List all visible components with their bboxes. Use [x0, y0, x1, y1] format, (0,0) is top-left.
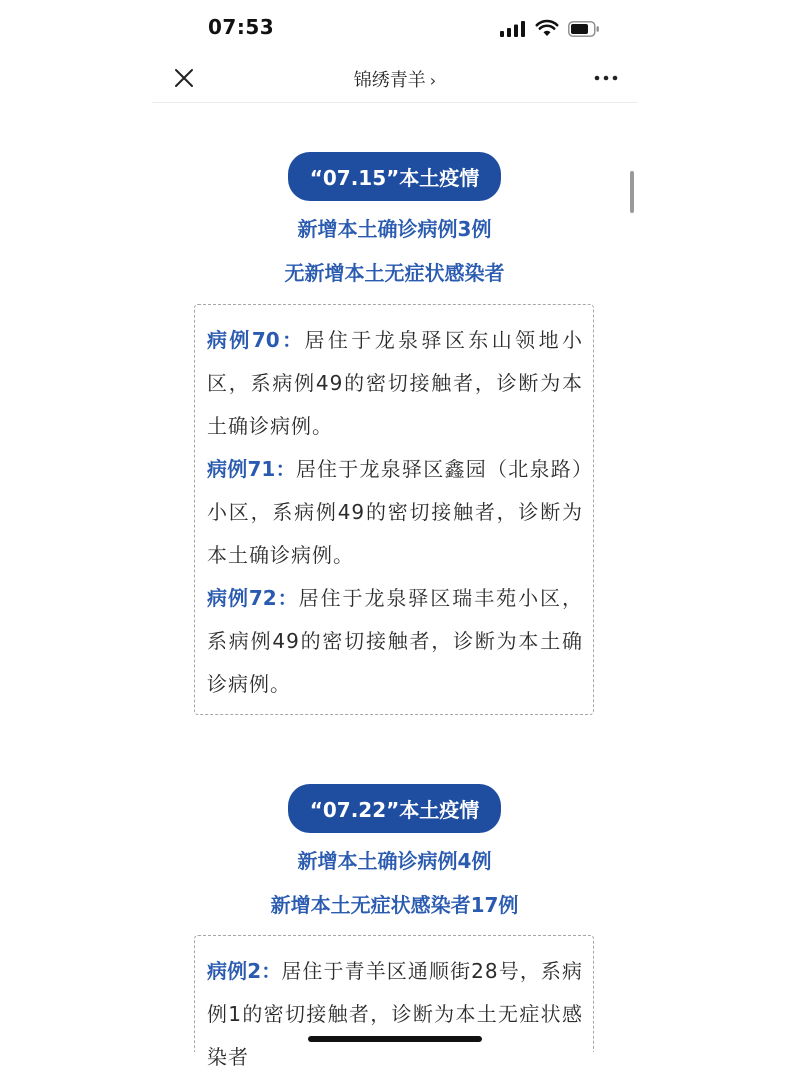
home-indicator[interactable] — [308, 1036, 482, 1042]
section-1-header — [0, 152, 789, 201]
case-item — [207, 319, 583, 448]
section-date-pill: “07.15”本土疫情 — [288, 152, 502, 201]
case-label: 病例2： — [207, 959, 282, 983]
cellular-signal-icon — [500, 21, 526, 37]
case-text: 居住于龙泉驿区鑫园（北泉路）小区，系病例49的密切接触者，诊断为本土确诊病例。 — [207, 457, 583, 567]
wifi-icon — [536, 21, 558, 37]
case-label: 病例71： — [207, 457, 296, 481]
case-label: 病例72： — [207, 586, 299, 610]
battery-icon — [568, 21, 600, 37]
section-2-header — [0, 784, 789, 833]
section-2-headline-asymptomatic: 新增本土无症状感染者17例 — [270, 893, 519, 917]
account-name: 锦绣青羊 — [353, 70, 426, 91]
section-1-headline-asymptomatic: 无新增本土无症状感染者 — [284, 261, 505, 285]
case-text: 居住于青羊区通顺街28号，系病例1的密切接触者，诊断为本土无症状感染者 — [207, 959, 584, 1069]
chevron-right-icon: › — [429, 71, 437, 90]
nav-bar — [152, 56, 638, 103]
case-text: 居住于龙泉驿区瑞丰苑小区，系病例49的密切接触者，诊断为本土确诊病例。 — [207, 586, 583, 696]
status-bar — [0, 0, 789, 56]
status-icons — [500, 18, 600, 40]
section-1-case-box — [194, 304, 594, 715]
section-1-headline-confirmed: 新增本土确诊病例3例 — [297, 217, 492, 241]
account-title-link[interactable] — [152, 66, 638, 92]
case-item — [207, 448, 583, 577]
case-label: 病例70： — [207, 328, 305, 352]
more-options-icon[interactable] — [592, 66, 620, 90]
section-2-headline-confirmed: 新增本土确诊病例4例 — [297, 849, 492, 873]
section-2-case-box — [194, 935, 594, 1069]
case-item — [207, 577, 583, 706]
case-item — [207, 950, 583, 1079]
section-date-pill: “07.22”本土疫情 — [288, 784, 502, 833]
case-text: 居住于龙泉驿区东山领地小区，系病例49的密切接触者，诊断为本土确诊病例。 — [207, 328, 583, 438]
status-time: 07:53 — [208, 15, 275, 39]
